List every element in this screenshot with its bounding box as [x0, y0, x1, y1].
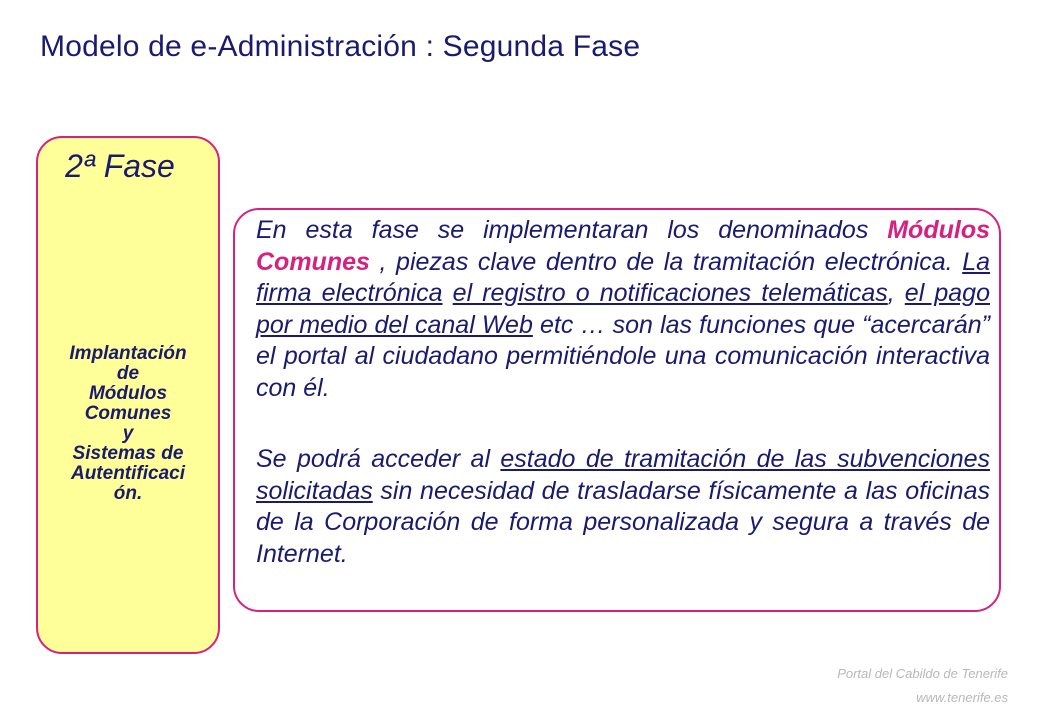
text-run: , piezas clave dentro de la tramitación electrónica.	[369, 247, 963, 276]
link-registro-notificaciones[interactable]: el registro o notificaciones telemáticas	[452, 279, 888, 307]
caption-line: de	[116, 363, 140, 384]
text-run: etc … son las funciones que “acercarán” el portal al ciudadano permitiéndole una comunicación interactiva con él.	[256, 310, 990, 402]
highlight-modulos-comunes: Módulos Comunes	[256, 216, 990, 276]
caption-line: Comunes	[84, 403, 172, 424]
paragraph-tramitacion	[256, 444, 990, 570]
text-run: Se podrá acceder al	[256, 445, 501, 473]
footer-portal-name: Portal del Cabildo de Tenerife	[837, 666, 1008, 681]
link-pago-canal-web[interactable]: el pago por medio del canal Web	[256, 279, 990, 339]
link-firma-electronica[interactable]: La firma electrónica	[256, 247, 990, 307]
caption-line: Módulos	[88, 383, 168, 404]
text-run: sin necesidad de trasladarse físicamente a las oficinas de la Corporación de forma personalizada y segura a través de Internet.	[256, 476, 990, 568]
caption-line: ón.	[113, 483, 143, 504]
footer-url[interactable]: www.tenerife.es	[916, 690, 1008, 705]
content-text	[256, 215, 990, 570]
text-run	[443, 279, 453, 307]
phase-sidebar	[36, 136, 220, 654]
caption-line: y	[122, 423, 134, 444]
caption-line: Autentificaci	[70, 463, 186, 484]
sidebar-caption	[38, 344, 218, 504]
paragraph-modules	[256, 215, 990, 404]
page-title: Modelo de e-Administración : Segunda Fase	[40, 30, 641, 63]
text-run: En esta fase se implementaran los denominados	[256, 216, 888, 244]
link-estado-tramitacion[interactable]: estado de tramitación de las subvenciones solicitadas	[256, 445, 991, 505]
caption-line: Sistemas de	[72, 443, 184, 464]
caption-line: Implantación	[69, 343, 187, 364]
phase-label: 2ª Fase	[65, 148, 175, 184]
text-run: ,	[887, 279, 905, 307]
